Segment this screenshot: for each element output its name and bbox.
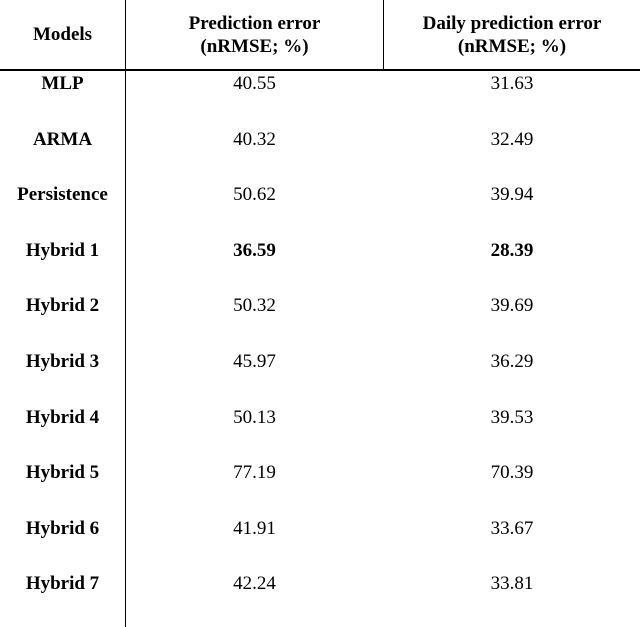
daily-prediction-error-value: 70.39 [490,462,534,483]
prediction-error-value: 77.19 [233,462,276,483]
prediction-error-value: 50.13 [233,407,276,428]
daily-prediction-error-value: 33.67 [490,518,534,539]
model-name: Hybrid 4 [25,407,100,428]
model-name: Hybrid 1 [25,240,100,261]
daily-prediction-error-value: 33.81 [490,573,534,594]
table-row [0,570,640,598]
model-name: Hybrid 5 [25,462,100,483]
header-daily-prediction-error [384,0,640,69]
model-name: Hybrid 7 [25,573,100,594]
table-row [0,404,640,432]
prediction-error-value: 40.55 [233,73,276,94]
model-name: MLP [41,73,84,94]
header-models-label: Models [32,24,93,45]
prediction-error-value: 50.62 [233,184,276,205]
daily-prediction-error-value: 39.94 [490,184,534,205]
model-name: Persistence [17,184,108,205]
model-name: ARMA [32,129,93,150]
model-name: Hybrid 6 [25,518,100,539]
daily-prediction-error-value: 39.69 [490,295,534,316]
model-name: Hybrid 3 [25,351,100,372]
daily-prediction-error-value: 39.53 [490,407,534,428]
header-prediction-error-title: Prediction error [188,12,321,34]
daily-prediction-error-value-best: 28.39 [490,240,534,261]
table-row [0,126,640,154]
table-row [0,348,640,376]
table-row [0,181,640,209]
prediction-error-value: 42.24 [233,573,276,594]
daily-prediction-error-value: 32.49 [490,129,534,150]
header-daily-prediction-error-unit: (nRMSE; %) [457,35,567,57]
daily-prediction-error-value: 36.29 [490,351,534,372]
prediction-error-value: 41.91 [233,518,276,539]
table-row [0,515,640,543]
table-row [0,459,640,487]
model-name: Hybrid 2 [25,295,100,316]
prediction-error-value: 45.97 [233,351,276,372]
table-row-highlighted [0,237,640,265]
daily-prediction-error-value: 31.63 [490,73,534,94]
header-daily-prediction-error-title: Daily prediction error [422,12,602,34]
header-models [0,0,125,69]
header-prediction-error-unit: (nRMSE; %) [200,35,309,57]
prediction-error-value-best: 36.59 [233,240,276,261]
table-row [0,292,640,320]
prediction-error-value: 50.32 [233,295,276,316]
prediction-error-value: 40.32 [233,129,276,150]
table-row [0,70,640,98]
header-prediction-error [126,0,383,69]
